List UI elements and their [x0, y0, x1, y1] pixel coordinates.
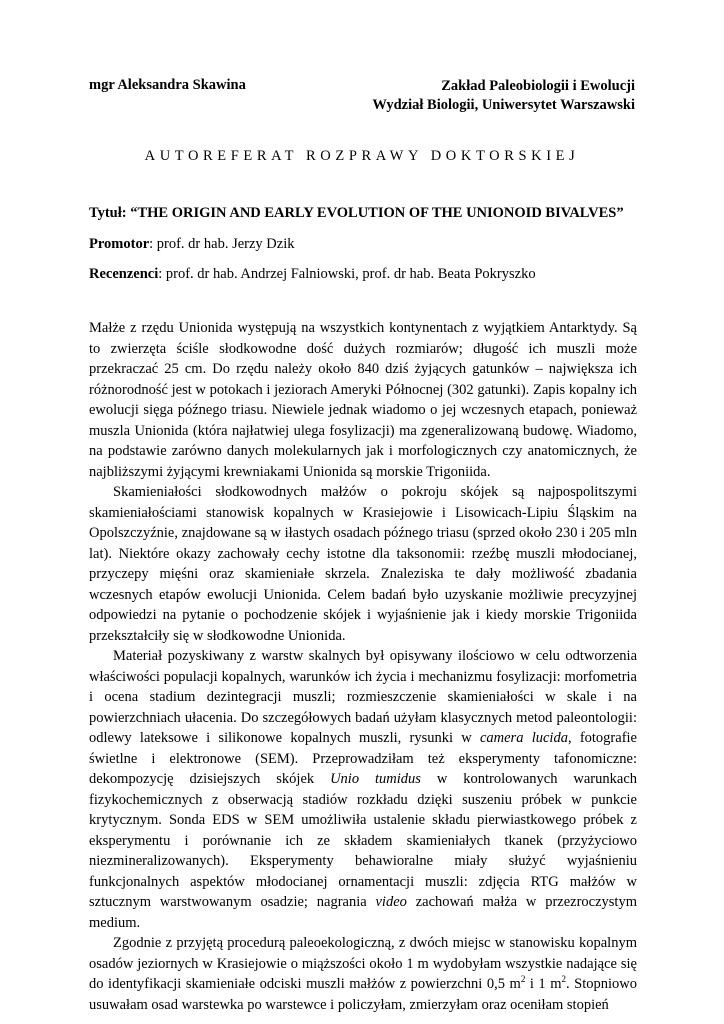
paragraph-3 [89, 646, 637, 933]
body-text [89, 318, 637, 1015]
paragraph-3-part-b: , fotografie świetlne i elektronowe (SEM). Przeprowadziłam też eksperymenty tafonomiczne: dekompozycję dzisiejszych skójek [89, 730, 637, 787]
thesis-title-line [89, 205, 635, 222]
promotor-label: Promotor [89, 236, 150, 252]
affiliation-department: Zakład Paleobiologii i Ewolucji [441, 78, 635, 94]
affiliation-faculty: Wydział Biologii, Uniwersytet Warszawski [372, 97, 635, 113]
page-header [89, 77, 635, 117]
thesis-title-value: “THE ORIGIN AND EARLY EVOLUTION OF THE UNIONOID BIVALVES” [130, 205, 624, 221]
document-title: AUTOREFERAT ROZPRAWY DOKTORSKIEJ [144, 148, 580, 164]
paragraph-4-part-b: i 1 m [525, 976, 562, 992]
promotor-value: : prof. dr hab. Jerzy Dzik [149, 236, 295, 252]
paragraph-4-part-c: . Stopniowo usuwałam osad warstewka po warstewce i policzyłam, zmierzyłam oraz oceniłam stopień [89, 976, 638, 1013]
reviewers-label: Recenzenci [89, 266, 159, 282]
reviewers-line [89, 266, 635, 283]
paragraph-1: Małże z rzędu Unionida występują na wszystkich kontynentach z wyjątkiem Antarktydy. Są to zwierzęta ściśle słodkowodne dość dużych rozmiarów; długość ich muszli może przekraczać 25 cm. Do rzędu należy około 840 dziś żyjących gatunków – największa ich różnorodność jest w potokach i jeziorach Ameryki Północnej (302 gatunki). Zapis kopalny ich ewolucji sięga późnego triasu. Niewiele jednak wiadomo o jej wczesnych etapach, ponieważ muszla Unionida (która najłatwiej ulega fosylizacji) ma zgeneralizowaną budowę. Wiadomo, na podstawie zarówno danych molekularnych jak i morfologicznych czy anatomicznych, że najbliższymi żyjącymi krewniakami Unionida są morskie Trigoniida. [89, 320, 637, 480]
paragraph-4-part-a: Zgodnie z przyjętą procedurą paleoekologiczną, z dwóch miejsc w stanowisku kopalnym osadów jeziornych w Krasiejowie o miąższości około 1 m wydobyłam wszystkie nadające się do identyfikacji skamieniałe odciski muszli małżów z powierzchni 0,5 m [89, 935, 637, 992]
reviewers-value: : prof. dr hab. Andrzej Falniowski, prof. dr hab. Beata Pokryszko [158, 266, 536, 282]
paragraph-3-part-a: Materiał pozyskiwany z warstw skalnych był opisywany ilościowo w celu odtworzenia właściwości populacji kopalnych, warunków ich życia i mechanizmu fosylizacji: morfometria i ocena stadium dezintegracji muszli; rozmieszczenie skamieniałości w skale i na powierzchniach ułacenia. Do szczegółowych badań użyłam klasycznych metod paleontologii: odlewy lateksowe i silikonowe kopalnych muszli, rysunki w [89, 648, 637, 746]
affiliation [372, 77, 635, 115]
paragraph-3-italic-camera-lucida: camera lucida [479, 730, 568, 746]
paragraph-3-part-c: w kontrolowanych warunkach fizykochemicznych z obserwacją stadiów rozkładu dzięki suszeniu próbek w punkcie krytycznym. Sonda EDS w SEM umożliwiła ustalenie składu pierwiastkowego próbek z eksperymentu i porównanie ich ze składem skamieniałych tkanek (przyżyciowo niezmineralizowanych). Eksperymenty behawioralne miały służyć wyjaśnieniu funkcjonalnych aspektów młodocianej ornamentacji muszli: zdjęcia RTG małżów w sztucznym warstwowanym osadzie; nagrania [89, 771, 638, 910]
thesis-title-label: Tytuł: [89, 205, 127, 221]
paragraph-3-italic-video: video [375, 894, 407, 910]
paragraph-4-superscript-1: 2 [520, 974, 526, 985]
paragraph-4 [89, 933, 637, 1015]
author-name: mgr Aleksandra Skawina [89, 77, 246, 93]
paragraph-4-superscript-2: 2 [561, 974, 566, 985]
paragraph-2: Skamieniałości słodkowodnych małżów o pokroju skójek są najpospolitszymi skamieniałościami stanowisk kopalnych w Krasiejowie i Lisowicach-Lipiu Śląskim na Opolszczyźnie, znajdowane są w iłastych osadach późnego triasu (sprzed około 230 i 205 mln lat). Niektóre okazy zachowały cechy istotne dla taksonomii: rzeźbę muszli młodocianej, przyczepy mięśni oraz skamieniałe skrzela. Znaleziska te dały możliwość zbadania wczesnych etapów ewolucji Unionida. Celem badań było uzyskanie możliwie precyzyjnej odpowiedzi na pytanie o pochodzenie skójek i wyjaśnienie jak i kiedy morskie Trigoniida przekształciły się w słodkowodne Unionida. [89, 484, 637, 644]
paragraph-3-part-d: zachowań małża w przezroczystym medium. [89, 894, 637, 931]
paragraph-3-italic-unio-tumidus: Unio tumidus [330, 771, 421, 787]
promotor-line [89, 236, 635, 253]
